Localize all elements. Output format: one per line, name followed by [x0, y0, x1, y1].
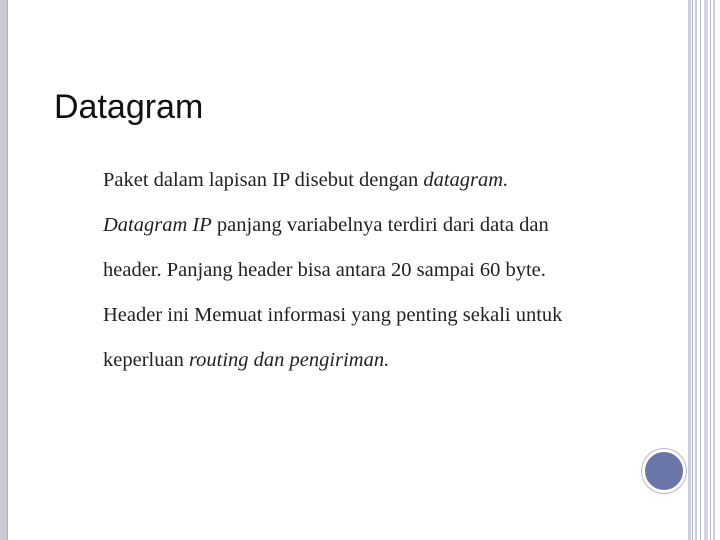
right-frame-line [704, 0, 708, 540]
body-line [103, 338, 663, 383]
body-text: keperluan [103, 349, 189, 371]
body-line [103, 158, 663, 203]
left-frame-line [7, 0, 8, 540]
right-frame-line [700, 0, 701, 540]
right-frame-line [688, 0, 691, 540]
decorative-circle-icon [642, 449, 686, 493]
slide-body [103, 158, 663, 383]
body-line [103, 203, 663, 248]
body-text: header. Panjang header bisa antara 20 sampai 60 byte. [103, 259, 546, 281]
body-text: Header ini Memuat informasi yang penting sekali untuk [103, 304, 563, 326]
body-line [103, 293, 663, 338]
right-frame-line [692, 0, 693, 540]
body-text: Paket dalam lapisan IP disebut dengan [103, 169, 424, 191]
body-text-italic: datagram. [423, 169, 509, 191]
body-text-italic: routing dan pengiriman. [188, 349, 390, 371]
right-frame-line [710, 0, 711, 540]
right-frame-line [695, 0, 697, 540]
body-text-italic: Datagram IP [103, 214, 212, 236]
body-text: panjang variabelnya terdiri dari data dan [211, 214, 549, 236]
body-line [103, 248, 663, 293]
slide-title: Datagram [54, 88, 204, 126]
right-frame-line [713, 0, 715, 540]
left-frame-border [0, 0, 7, 540]
